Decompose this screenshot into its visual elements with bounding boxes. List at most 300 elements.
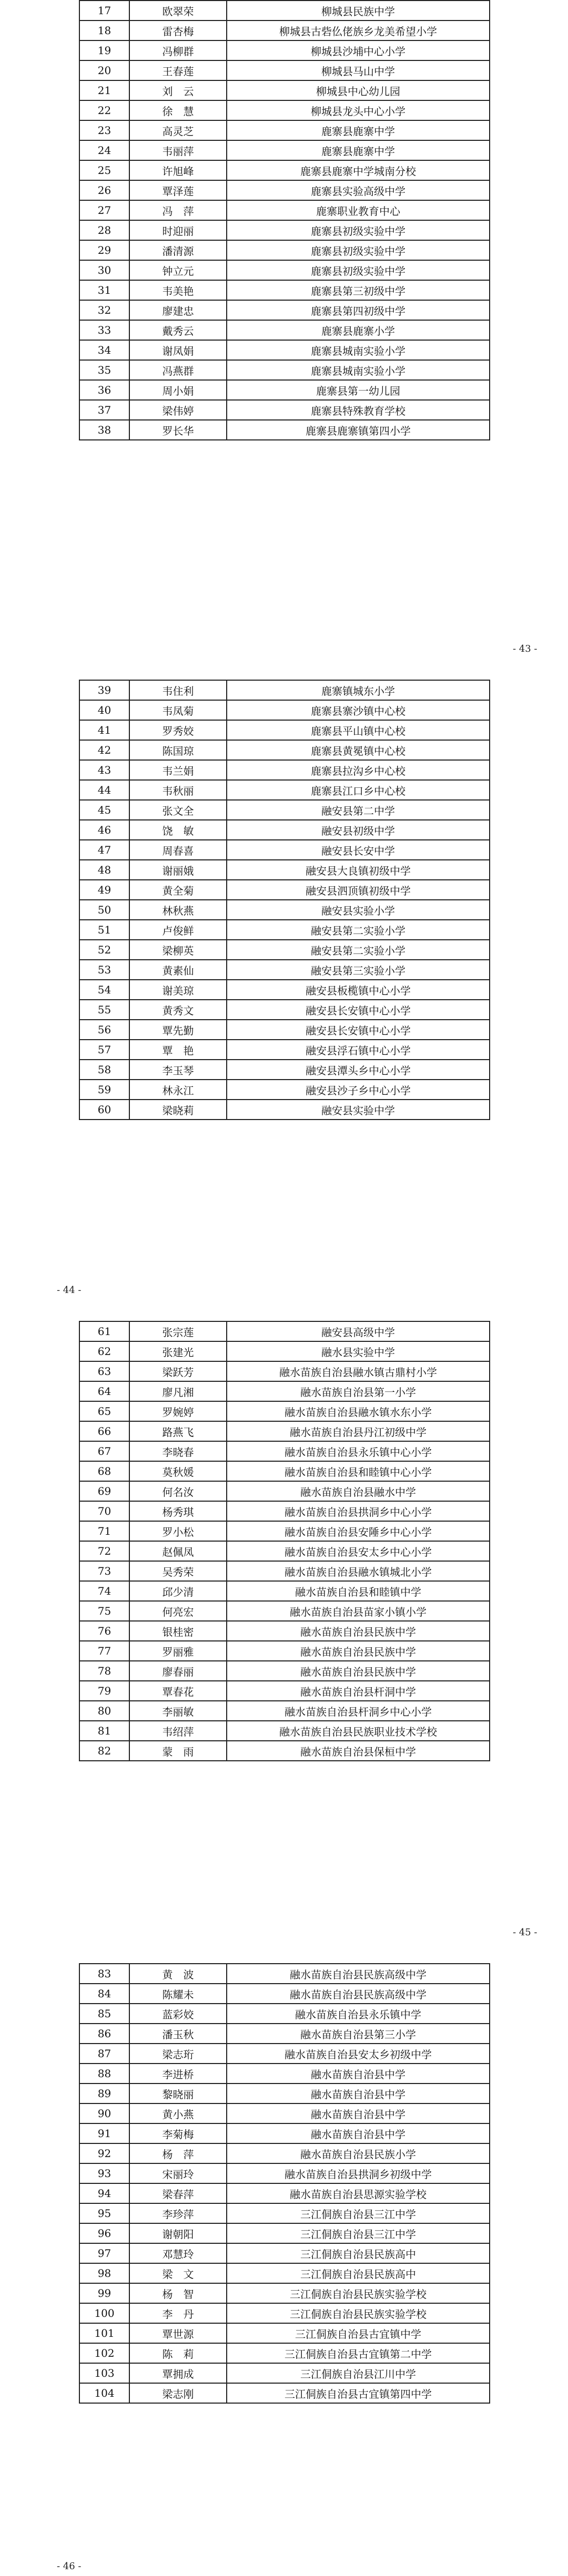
row-number: 17: [79, 1, 129, 20]
table-row: [79, 1721, 490, 1741]
table-row: [79, 940, 490, 960]
row-number: 96: [79, 2223, 129, 2243]
row-number: 98: [79, 2263, 129, 2283]
page-number: - 43 -: [513, 643, 537, 654]
school-name: 鹿寨县鹿寨小学: [227, 320, 490, 340]
school-name: 鹿寨县寨沙镇中心校: [227, 700, 490, 720]
person-name: 李珍萍: [129, 2203, 227, 2223]
table-row: [79, 720, 490, 740]
school-name: 融安县长安镇中心小学: [227, 1020, 490, 1040]
person-name: 罗丽雅: [129, 1641, 227, 1661]
school-name: 鹿寨县初级实验中学: [227, 220, 490, 240]
table-row: [79, 840, 490, 860]
school-name: 融水苗族自治县中学: [227, 2103, 490, 2123]
table-row: [79, 2343, 490, 2363]
person-name: 周小娟: [129, 380, 227, 400]
row-number: 100: [79, 2303, 129, 2323]
person-name: 李晓春: [129, 1441, 227, 1461]
school-name: 融水苗族自治县融水镇城北小学: [227, 1561, 490, 1581]
school-name: 融安县第二实验小学: [227, 940, 490, 960]
person-name: 李玉琴: [129, 1060, 227, 1080]
row-number: 31: [79, 280, 129, 300]
person-name: 冯 萍: [129, 200, 227, 220]
table-row: [79, 780, 490, 800]
person-name: 徐 慧: [129, 100, 227, 120]
table-row: [79, 2064, 490, 2084]
row-number: 25: [79, 160, 129, 180]
school-name: 鹿寨县平山镇中心校: [227, 720, 490, 740]
row-number: 57: [79, 1040, 129, 1060]
person-name: 梁伟婷: [129, 400, 227, 420]
row-number: 67: [79, 1441, 129, 1461]
person-name: 黄秀文: [129, 1000, 227, 1020]
person-name: 韦美艳: [129, 280, 227, 300]
school-name: 融水苗族自治县永乐镇中心小学: [227, 1441, 490, 1461]
row-number: 18: [79, 20, 129, 40]
table-row: [79, 380, 490, 400]
school-name: 融水苗族自治县中学: [227, 2084, 490, 2103]
table-row: [79, 260, 490, 280]
school-name: 鹿寨县第三初级中学: [227, 280, 490, 300]
table-row: [79, 1601, 490, 1621]
table-row: [79, 2084, 490, 2103]
row-number: 35: [79, 360, 129, 380]
school-name: 三江侗族自治县民族实验学校: [227, 2283, 490, 2303]
row-number: 85: [79, 2004, 129, 2024]
person-name: 覃 艳: [129, 1040, 227, 1060]
row-number: 88: [79, 2064, 129, 2084]
table-row: [79, 1581, 490, 1601]
table-row: [79, 2024, 490, 2044]
row-number: 58: [79, 1060, 129, 1080]
row-number: 24: [79, 140, 129, 160]
table-row: [79, 1701, 490, 1721]
person-name: 覃泽莲: [129, 180, 227, 200]
table-row: [79, 2123, 490, 2143]
row-number: 48: [79, 860, 129, 880]
table-row: [79, 1020, 490, 1040]
school-name: 融水苗族自治县丹江初级中学: [227, 1421, 490, 1441]
row-number: 94: [79, 2183, 129, 2203]
school-name: 鹿寨职业教育中心: [227, 200, 490, 220]
school-name: 融安县长安中学: [227, 840, 490, 860]
row-number: 74: [79, 1581, 129, 1601]
person-name: 罗长华: [129, 420, 227, 440]
person-name: 何亮宏: [129, 1601, 227, 1621]
person-name: 邱少清: [129, 1581, 227, 1601]
person-name: 黎晓丽: [129, 2084, 227, 2103]
person-name: 韦住利: [129, 680, 227, 700]
row-number: 72: [79, 1541, 129, 1561]
table-row: [79, 60, 490, 80]
school-name: 鹿寨县鹿寨中学城南分校: [227, 160, 490, 180]
school-name: 三江侗族自治县古宜镇中学: [227, 2323, 490, 2343]
table-row: [79, 2163, 490, 2183]
row-number: 64: [79, 1381, 129, 1401]
school-name: 融水苗族自治县民族中学: [227, 1661, 490, 1681]
table-row: [79, 1541, 490, 1561]
row-number: 21: [79, 80, 129, 100]
person-name: 时迎丽: [129, 220, 227, 240]
person-name: 覃拥成: [129, 2363, 227, 2383]
table-row: [79, 800, 490, 820]
person-name: 潘清源: [129, 240, 227, 260]
row-number: 63: [79, 1361, 129, 1381]
row-number: 56: [79, 1020, 129, 1040]
person-name: 梁 文: [129, 2263, 227, 2283]
table-row: [79, 160, 490, 180]
row-number: 23: [79, 120, 129, 140]
row-number: 45: [79, 800, 129, 820]
person-name: 杨秀琪: [129, 1501, 227, 1521]
table-row: [79, 2044, 490, 2064]
row-number: 69: [79, 1481, 129, 1501]
person-name: 陈耀未: [129, 1984, 227, 2004]
table-row: [79, 880, 490, 900]
person-name: 廖春丽: [129, 1661, 227, 1681]
school-name: 柳城县民族中学: [227, 1, 490, 20]
table-row: [79, 240, 490, 260]
page-number: - 46 -: [57, 2561, 82, 2572]
table-row: [79, 1481, 490, 1501]
row-number: 38: [79, 420, 129, 440]
person-name: 梁跃芳: [129, 1361, 227, 1381]
person-name: 黄 波: [129, 1964, 227, 1984]
school-name: 融安县泗顶镇初级中学: [227, 880, 490, 900]
row-number: 82: [79, 1741, 129, 1761]
row-number: 26: [79, 180, 129, 200]
school-name: 鹿寨县城南实验小学: [227, 340, 490, 360]
person-name: 何名汝: [129, 1481, 227, 1501]
roster-table-page-3: [79, 1321, 490, 1761]
table-row: [79, 1080, 490, 1100]
school-name: 三江侗族自治县民族实验学校: [227, 2303, 490, 2323]
table-row: [79, 1501, 490, 1521]
table-row: [79, 80, 490, 100]
school-name: 融水苗族自治县安太乡中心小学: [227, 1541, 490, 1561]
row-number: 29: [79, 240, 129, 260]
row-number: 75: [79, 1601, 129, 1621]
table-row: [79, 200, 490, 220]
school-name: 三江侗族自治县古宜镇第四中学: [227, 2383, 490, 2403]
table-row: [79, 180, 490, 200]
person-name: 梁晓莉: [129, 1100, 227, 1120]
school-name: 鹿寨县鹿寨中学: [227, 120, 490, 140]
table-row: [79, 2203, 490, 2223]
school-name: 融安县实验小学: [227, 900, 490, 920]
person-name: 谢丽娥: [129, 860, 227, 880]
table-row: [79, 1741, 490, 1761]
table-row: [79, 1461, 490, 1481]
person-name: 林永江: [129, 1080, 227, 1100]
school-name: 鹿寨县初级实验中学: [227, 260, 490, 280]
school-name: 三江侗族自治县三江中学: [227, 2223, 490, 2243]
person-name: 黄小燕: [129, 2103, 227, 2123]
school-name: 鹿寨县鹿寨中学: [227, 140, 490, 160]
person-name: 覃先勤: [129, 1020, 227, 1040]
row-number: 93: [79, 2163, 129, 2183]
table-row: [79, 1341, 490, 1361]
school-name: 融安县长安镇中心小学: [227, 1000, 490, 1020]
person-name: 廖凡湘: [129, 1381, 227, 1401]
row-number: 52: [79, 940, 129, 960]
person-name: 韦绍萍: [129, 1721, 227, 1741]
row-number: 50: [79, 900, 129, 920]
table-row: [79, 40, 490, 60]
table-row: [79, 2143, 490, 2163]
school-name: 鹿寨县第一幼儿园: [227, 380, 490, 400]
person-name: 罗秀姣: [129, 720, 227, 740]
row-number: 22: [79, 100, 129, 120]
school-name: 融安县初级中学: [227, 820, 490, 840]
person-name: 韦凤菊: [129, 700, 227, 720]
person-name: 谢美琼: [129, 980, 227, 1000]
row-number: 39: [79, 680, 129, 700]
row-number: 90: [79, 2103, 129, 2123]
school-name: 融水苗族自治县苗家小镇小学: [227, 1601, 490, 1621]
person-name: 路燕飞: [129, 1421, 227, 1441]
table-row: [79, 360, 490, 380]
person-name: 刘 云: [129, 80, 227, 100]
table-row: [79, 2363, 490, 2383]
table-row: [79, 760, 490, 780]
table-row: [79, 1661, 490, 1681]
person-name: 吴秀荣: [129, 1561, 227, 1581]
person-name: 欧翠荣: [129, 1, 227, 20]
school-name: 融水苗族自治县中学: [227, 2064, 490, 2084]
row-number: 81: [79, 1721, 129, 1741]
person-name: 李丽敏: [129, 1701, 227, 1721]
person-name: 潘玉秋: [129, 2024, 227, 2044]
person-name: 梁柳英: [129, 940, 227, 960]
school-name: 柳城县古砦仫佬族乡龙美希望小学: [227, 20, 490, 40]
row-number: 37: [79, 400, 129, 420]
person-name: 蓝彩姣: [129, 2004, 227, 2024]
table-row: [79, 820, 490, 840]
row-number: 89: [79, 2084, 129, 2103]
school-name: 融水苗族自治县和睦镇中学: [227, 1581, 490, 1601]
row-number: 59: [79, 1080, 129, 1100]
row-number: 60: [79, 1100, 129, 1120]
table-row: [79, 2223, 490, 2243]
table-row: [79, 1381, 490, 1401]
row-number: 101: [79, 2323, 129, 2343]
row-number: 97: [79, 2243, 129, 2263]
school-name: 融水苗族自治县杆洞乡中心小学: [227, 1701, 490, 1721]
school-name: 鹿寨县鹿寨镇第四小学: [227, 420, 490, 440]
person-name: 李菊梅: [129, 2123, 227, 2143]
person-name: 罗小松: [129, 1521, 227, 1541]
table-row: [79, 860, 490, 880]
school-name: 鹿寨县拉沟乡中心校: [227, 760, 490, 780]
school-name: 融水苗族自治县拱洞乡中心小学: [227, 1501, 490, 1521]
table-row: [79, 1321, 490, 1341]
school-name: 融水苗族自治县保桓中学: [227, 1741, 490, 1761]
person-name: 梁春萍: [129, 2183, 227, 2203]
table-row: [79, 1621, 490, 1641]
school-name: 融水县实验中学: [227, 1341, 490, 1361]
row-number: 68: [79, 1461, 129, 1481]
school-name: 融安县第二实验小学: [227, 920, 490, 940]
row-number: 61: [79, 1321, 129, 1341]
row-number: 99: [79, 2283, 129, 2303]
school-name: 柳城县中心幼儿园: [227, 80, 490, 100]
school-name: 融水苗族自治县民族中学: [227, 1641, 490, 1661]
table-row: [79, 420, 490, 440]
person-name: 宋丽玲: [129, 2163, 227, 2183]
row-number: 78: [79, 1661, 129, 1681]
table-row: [79, 2004, 490, 2024]
school-name: 鹿寨县城南实验小学: [227, 360, 490, 380]
person-name: 谢朝阳: [129, 2223, 227, 2243]
person-name: 邓慧玲: [129, 2243, 227, 2263]
person-name: 罗婉婷: [129, 1401, 227, 1421]
school-name: 鹿寨镇城东小学: [227, 680, 490, 700]
school-name: 融水苗族自治县民族小学: [227, 2143, 490, 2163]
person-name: 雷杏梅: [129, 20, 227, 40]
table-row: [79, 20, 490, 40]
school-name: 融安县第二中学: [227, 800, 490, 820]
table-row: [79, 1060, 490, 1080]
school-name: 融水苗族自治县思源实验学校: [227, 2183, 490, 2203]
table-row: [79, 2323, 490, 2343]
row-number: 27: [79, 200, 129, 220]
row-number: 33: [79, 320, 129, 340]
school-name: 鹿寨县第四初级中学: [227, 300, 490, 320]
person-name: 许旭峰: [129, 160, 227, 180]
school-name: 三江侗族自治县古宜镇第二中学: [227, 2343, 490, 2363]
person-name: 黄素仙: [129, 960, 227, 980]
school-name: 鹿寨县特殊教育学校: [227, 400, 490, 420]
row-number: 62: [79, 1341, 129, 1361]
school-name: 鹿寨县初级实验中学: [227, 240, 490, 260]
school-name: 柳城县龙头中心小学: [227, 100, 490, 120]
row-number: 55: [79, 1000, 129, 1020]
table-row: [79, 140, 490, 160]
row-number: 91: [79, 2123, 129, 2143]
person-name: 韦秋丽: [129, 780, 227, 800]
row-number: 103: [79, 2363, 129, 2383]
person-name: 赵佩凤: [129, 1541, 227, 1561]
person-name: 覃春花: [129, 1681, 227, 1701]
roster-table-page-2: [79, 680, 490, 1120]
row-number: 80: [79, 1701, 129, 1721]
row-number: 84: [79, 1984, 129, 2004]
school-name: 融安县实验中学: [227, 1100, 490, 1120]
table-row: [79, 980, 490, 1000]
table-row: [79, 320, 490, 340]
page-number: - 45 -: [513, 1927, 537, 1938]
row-number: 76: [79, 1621, 129, 1641]
row-number: 49: [79, 880, 129, 900]
table-row: [79, 300, 490, 320]
person-name: 黄全菊: [129, 880, 227, 900]
person-name: 韦丽萍: [129, 140, 227, 160]
table-row: [79, 220, 490, 240]
table-row: [79, 2263, 490, 2283]
person-name: 饶 敏: [129, 820, 227, 840]
school-name: 三江侗族自治县三江中学: [227, 2203, 490, 2223]
row-number: 51: [79, 920, 129, 940]
person-name: 陈 莉: [129, 2343, 227, 2363]
person-name: 梁志刚: [129, 2383, 227, 2403]
school-name: 融水苗族自治县第三小学: [227, 2024, 490, 2044]
row-number: 19: [79, 40, 129, 60]
row-number: 86: [79, 2024, 129, 2044]
table-row: [79, 120, 490, 140]
school-name: 融安县潭头乡中心小学: [227, 1060, 490, 1080]
school-name: 鹿寨县实验高级中学: [227, 180, 490, 200]
person-name: 钟立元: [129, 260, 227, 280]
school-name: 融水苗族自治县永乐镇中学: [227, 2004, 490, 2024]
table-row: [79, 400, 490, 420]
school-name: 融水苗族自治县安陲乡中心小学: [227, 1521, 490, 1541]
person-name: 高灵芝: [129, 120, 227, 140]
row-number: 28: [79, 220, 129, 240]
school-name: 三江侗族自治县民族高中: [227, 2263, 490, 2283]
row-number: 34: [79, 340, 129, 360]
row-number: 104: [79, 2383, 129, 2403]
row-number: 77: [79, 1641, 129, 1661]
person-name: 冯燕群: [129, 360, 227, 380]
table-row: [79, 1561, 490, 1581]
school-name: 融水苗族自治县民族职业技术学校: [227, 1721, 490, 1741]
school-name: 融水苗族自治县融水中学: [227, 1481, 490, 1501]
table-row: [79, 1000, 490, 1020]
table-row: [79, 340, 490, 360]
person-name: 杨 萍: [129, 2143, 227, 2163]
row-number: 20: [79, 60, 129, 80]
row-number: 65: [79, 1401, 129, 1421]
school-name: 融水苗族自治县融水镇水东小学: [227, 1401, 490, 1421]
school-name: 融安县大良镇初级中学: [227, 860, 490, 880]
school-name: 融水苗族自治县安太乡初级中学: [227, 2044, 490, 2064]
school-name: 融安县高级中学: [227, 1321, 490, 1341]
row-number: 46: [79, 820, 129, 840]
school-name: 融水苗族自治县民族中学: [227, 1621, 490, 1641]
table-row: [79, 1681, 490, 1701]
table-row: [79, 1441, 490, 1461]
person-name: 张宗莲: [129, 1321, 227, 1341]
person-name: 韦兰娟: [129, 760, 227, 780]
row-number: 43: [79, 760, 129, 780]
row-number: 40: [79, 700, 129, 720]
row-number: 44: [79, 780, 129, 800]
row-number: 32: [79, 300, 129, 320]
table-row: [79, 2103, 490, 2123]
row-number: 71: [79, 1521, 129, 1541]
table-row: [79, 2243, 490, 2263]
row-number: 83: [79, 1964, 129, 1984]
person-name: 王春莲: [129, 60, 227, 80]
person-name: 张建光: [129, 1341, 227, 1361]
school-name: 三江侗族自治县民族高中: [227, 2243, 490, 2263]
page-number: - 44 -: [57, 1285, 82, 1296]
table-row: [79, 1, 490, 20]
table-row: [79, 2303, 490, 2323]
row-number: 92: [79, 2143, 129, 2163]
person-name: 周春喜: [129, 840, 227, 860]
row-number: 41: [79, 720, 129, 740]
row-number: 87: [79, 2044, 129, 2064]
table-row: [79, 100, 490, 120]
table-row: [79, 920, 490, 940]
person-name: 陈国琼: [129, 740, 227, 760]
row-number: 30: [79, 260, 129, 280]
row-number: 66: [79, 1421, 129, 1441]
table-row: [79, 2183, 490, 2203]
school-name: 融水苗族自治县杆洞中学: [227, 1681, 490, 1701]
